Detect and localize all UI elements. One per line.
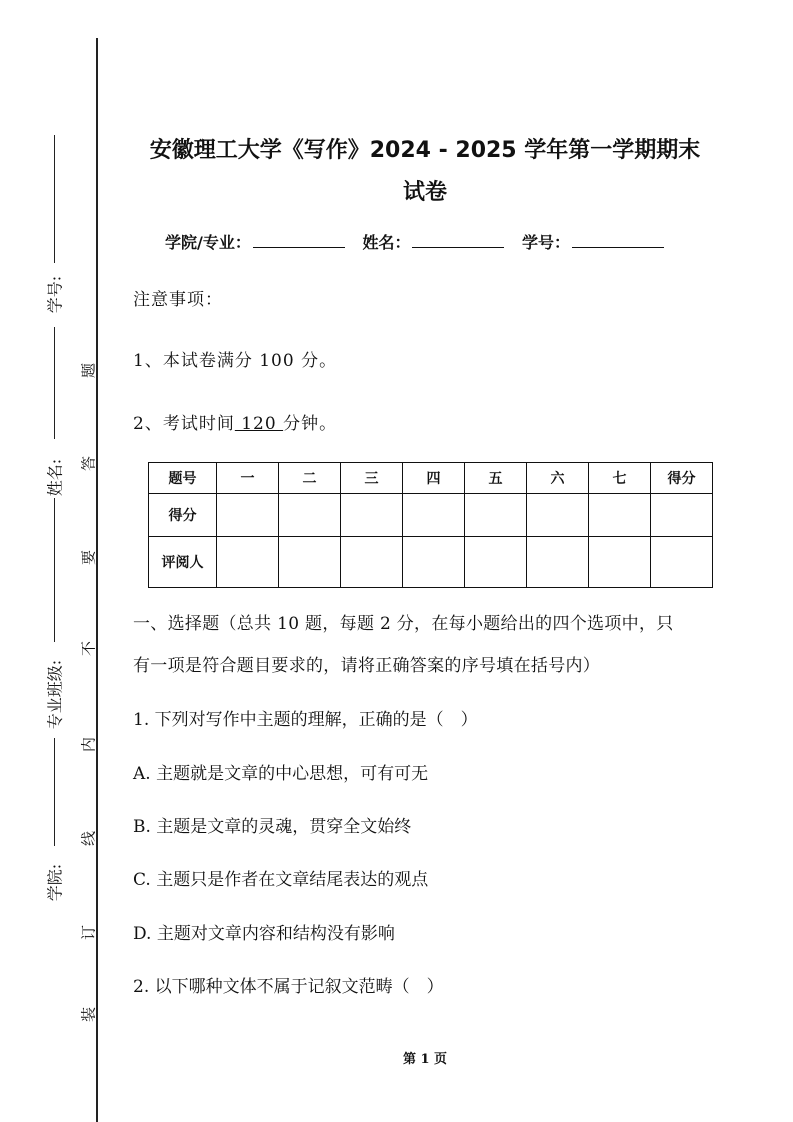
table-cell	[279, 537, 341, 588]
table-cell	[403, 494, 465, 537]
class-line	[54, 498, 55, 642]
margin-warning-char: 内	[79, 737, 98, 753]
table-cell	[589, 494, 651, 537]
row-label: 评阅人	[149, 537, 217, 588]
margin-college-label: 学院:	[45, 863, 65, 902]
margin-warning-char: 线	[79, 831, 98, 847]
margin-warning-char: 装	[79, 1007, 98, 1023]
table-cell	[403, 537, 465, 588]
table-cell	[527, 494, 589, 537]
question-1: 1. 下列对写作中主题的理解，正确的是（ ）	[133, 710, 478, 730]
table-header-cell: 一	[217, 463, 279, 494]
question-2: 2. 以下哪种文体不属于记叙文范畴（ ）	[133, 977, 444, 997]
table-row	[149, 494, 713, 537]
exam-title: 安徽理工大学《写作》2024 - 2025 学年第一学期期末	[149, 138, 701, 163]
table-header-cell: 六	[527, 463, 589, 494]
college-major-label: 学院/专业：	[165, 233, 251, 252]
college-major-blank[interactable]	[253, 233, 345, 248]
table-header-cell: 四	[403, 463, 465, 494]
binding-line	[96, 38, 98, 1122]
note-item: 1、本试卷满分 100 分。	[133, 351, 338, 371]
option-a: A. 主题就是文章的中心思想，可有可无	[133, 764, 429, 784]
margin-warning-char: 订	[79, 925, 98, 941]
score-table	[148, 462, 713, 588]
table-cell	[651, 537, 713, 588]
table-header-cell: 得分	[651, 463, 713, 494]
table-cell	[341, 494, 403, 537]
table-cell	[589, 537, 651, 588]
option-b: B. 主题是文章的灵魂，贯穿全文始终	[133, 817, 412, 837]
table-header-cell: 三	[341, 463, 403, 494]
student-id-blank[interactable]	[572, 233, 664, 248]
table-header-cell: 题号	[149, 463, 217, 494]
table-header-row	[149, 463, 713, 494]
notes-heading: 注意事项：	[133, 290, 223, 310]
margin-warning-char: 题	[79, 363, 98, 379]
exam-title-line2: 试卷	[402, 180, 447, 205]
option-d: D. 主题对文章内容和结构没有影响	[133, 924, 395, 944]
row-label: 得分	[149, 494, 217, 537]
margin-warning-char: 不	[79, 641, 98, 657]
exam-duration: 120	[234, 414, 284, 434]
name-line	[54, 327, 55, 439]
student-id-label: 学号：	[522, 233, 571, 252]
table-cell	[465, 537, 527, 588]
student-id-line	[54, 135, 55, 263]
table-header-cell: 七	[589, 463, 651, 494]
name-blank[interactable]	[412, 233, 504, 248]
page-number: 第 1 页	[402, 1052, 448, 1067]
section-heading-cont: 有一项是符合题目要求的，请将正确答案的序号填在括号内）	[133, 656, 601, 676]
table-header-cell: 二	[279, 463, 341, 494]
table-header-cell: 五	[465, 463, 527, 494]
option-c: C. 主题只是作者在文章结尾表达的观点	[133, 870, 429, 890]
table-cell	[465, 494, 527, 537]
table-cell	[217, 537, 279, 588]
name-label: 姓名：	[362, 233, 411, 252]
section-heading: 一、选择题（总共 10 题，每题 2 分，在每小题给出的四个选项中，只	[133, 614, 674, 634]
note-item	[133, 409, 337, 434]
table-cell	[341, 537, 403, 588]
margin-warning-char: 要	[79, 550, 98, 566]
margin-name-label: 姓名:	[45, 458, 65, 497]
margin-warning-char: 答	[79, 456, 98, 472]
table-cell	[217, 494, 279, 537]
table-cell	[527, 537, 589, 588]
note-text: 分钟。	[283, 414, 338, 434]
student-info-row	[165, 230, 676, 253]
table-cell	[651, 494, 713, 537]
college-line	[54, 738, 55, 846]
table-cell	[279, 494, 341, 537]
note-text: 2、考试时间	[133, 414, 235, 434]
margin-class-label: 专业班级:	[45, 659, 65, 730]
table-row	[149, 537, 713, 588]
margin-student-id-label: 学号:	[45, 275, 65, 314]
